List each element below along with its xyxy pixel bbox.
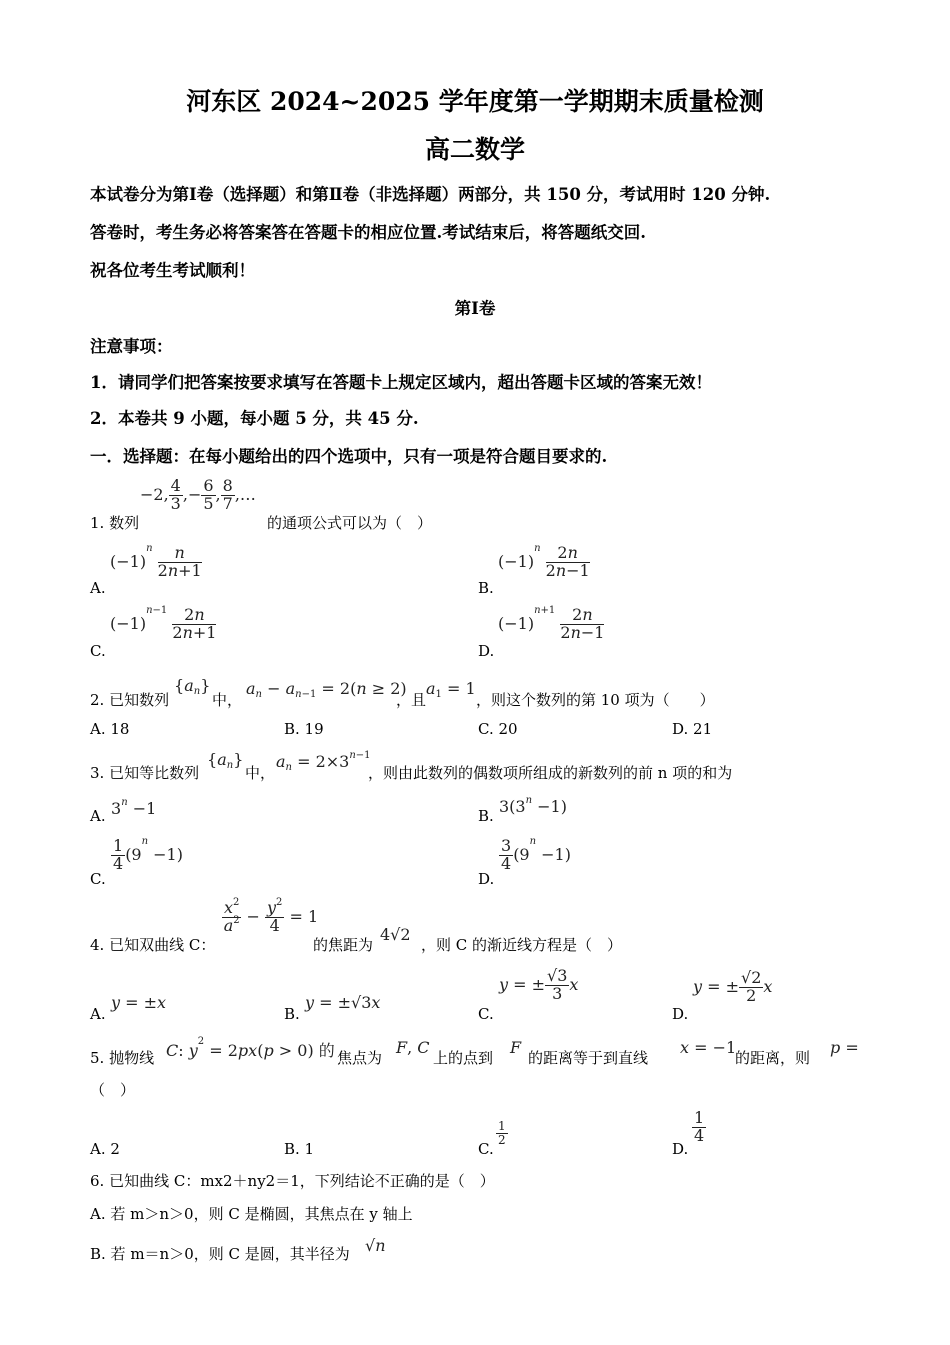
q3-option-c-label: C. <box>90 870 106 888</box>
q6-option-a: A. 若 m＞n＞0，则 C 是椭圆，其焦点在 y 轴上 <box>90 1205 413 1223</box>
volume-label: 第Ⅰ卷 <box>454 299 496 318</box>
q4-option-d-formula: y = ± $\frac{√2}{2}$ x <box>693 968 773 1005</box>
q4-option-d-label: D. <box>672 1005 689 1023</box>
q4-suffix: ，则 C 的渐近线方程是（ ） <box>421 936 623 954</box>
subject-title: 高二数学 <box>424 135 525 164</box>
q4-hyperbola-equation: $\frac{x^2}{a^2}$ − $\frac{y^2}{4}$ = 1 <box>223 897 319 935</box>
q6-option-b: B. 若 m＝n＞0，则 C 是圆，其半径为 <box>90 1245 350 1263</box>
q3-suffix: ，则由此数列的偶数项所组成的新数列的前 n 项的和为 <box>368 764 733 782</box>
q6-option-b-radius: √n <box>365 1236 386 1255</box>
q4-option-c-formula: y = ± $\frac{√3}{3}$ x <box>499 966 579 1003</box>
q1-option-c-label: C. <box>90 642 106 660</box>
intro-line-1: 本试卷分为第Ⅰ卷（选择题）和第Ⅱ卷（非选择题）两部分，共 150 分，考试用时 120 分钟. <box>90 185 771 204</box>
q5-p-equals: p = <box>830 1038 859 1057</box>
q4-focal-distance: 4√2 <box>380 925 411 944</box>
notice-1: 1．请同学们把答案按要求填写在答题卡上规定区域内，超出答题卡区域的答案无效！ <box>90 373 712 392</box>
q2-sequence-symbol: {an} <box>174 676 211 697</box>
q5-option-b: B. 1 <box>284 1140 315 1158</box>
q3-option-b-formula: $3(3^n -1)$ <box>499 795 567 816</box>
q4-option-b-formula: y = ±√3x <box>305 993 381 1012</box>
q5-line: x = −1 <box>680 1038 737 1057</box>
q1-sequence: −2, $\frac{4}{3}$ ,− $\frac{6}{5}$ , $\frac{8}{7}$ ,… <box>140 476 256 513</box>
notice-2: 2．本卷共 9 小题，每小题 5 分，共 45 分. <box>90 409 419 428</box>
q2-mid-2: ，且 <box>396 691 427 709</box>
q5-mid-4: 的距离，则 <box>735 1049 811 1067</box>
q2-mid-1: 中， <box>212 691 243 709</box>
q1-suffix: 的通项公式可以为（ ） <box>267 514 433 532</box>
q3-option-d-label: D. <box>478 870 495 888</box>
intro-line-3: 祝各位考生考试顺利！ <box>90 261 255 280</box>
q5-option-a: A. 2 <box>90 1140 120 1158</box>
q3-mid: 中， <box>245 764 276 782</box>
q5-focus: F <box>510 1038 522 1057</box>
q1-option-b-formula: $(-1)^n$ $\frac{2n}{2n-1}$ <box>498 543 590 580</box>
q5-mid-2: 上的点到 <box>433 1049 494 1067</box>
q1-option-c-formula: $(-1)^{n-1}$ $\frac{2n}{2n+1}$ <box>110 605 217 642</box>
q2-option-b: B. 19 <box>284 720 324 738</box>
q2-initial: a1 = 1 <box>426 679 476 700</box>
q1-option-a-formula: $(-1)^n$ $\frac{n}{2n+1}$ <box>110 543 202 580</box>
q6-stem: 6. 已知曲线 C：mx2＋ny2＝1，下列结论不正确的是（ ） <box>90 1172 495 1190</box>
q5-option-c-formula: $\frac{1}{2}$ <box>498 1119 506 1147</box>
q1-option-a-label: A. <box>90 579 106 597</box>
q1-option-d-formula: $(-1)^{n+1}$ $\frac{2n}{2n-1}$ <box>498 605 605 642</box>
q4-option-a-label: A. <box>90 1005 106 1023</box>
q4-mid: 的焦距为 <box>313 936 374 954</box>
q1-option-b-label: B. <box>478 579 494 597</box>
q5-mid-1: 焦点为 <box>337 1049 383 1067</box>
q2-option-d: D. 21 <box>672 720 713 738</box>
exam-title: 河东区 2024~2025 学年度第一学期期末质量检测 <box>186 87 764 116</box>
q5-prefix: 5. 抛物线 <box>90 1049 155 1067</box>
q5-option-d-label: D. <box>672 1140 689 1158</box>
q5-mid-3: 的距离等于到直线 <box>528 1049 649 1067</box>
q5-blank: （ ） <box>90 1081 136 1099</box>
q3-option-d-formula: $\frac{3}{4}$ $(9^n -1)$ <box>501 836 571 873</box>
q5-option-d-formula: $\frac{1}{4}$ <box>694 1108 705 1145</box>
q2-option-a: A. 18 <box>90 720 130 738</box>
q1-option-d-label: D. <box>478 642 495 660</box>
q2-option-c: C. 20 <box>478 720 518 738</box>
q4-option-b-label: B. <box>284 1005 300 1023</box>
notice-title: 注意事项： <box>90 337 173 356</box>
q2-suffix: ，则这个数列的第 10 项为（ ） <box>476 691 715 709</box>
q3-option-a-label: A. <box>90 807 106 825</box>
q1-prefix: 1. 数列 <box>90 514 140 532</box>
q2-recurrence: an − an−1 = 2(n ≥ 2) <box>246 679 407 700</box>
q3-option-b-label: B. <box>478 807 494 825</box>
q4-prefix: 4. 已知双曲线 C： <box>90 936 216 954</box>
q2-prefix: 2. 已知数列 <box>90 691 170 709</box>
part-title: 一．选择题：在每小题给出的四个选项中，只有一项是符合题目要求的. <box>90 447 608 466</box>
q4-option-a-formula: y = ±x <box>111 993 167 1012</box>
q5-focus-curve: F, C <box>396 1038 430 1057</box>
q5-option-c-label: C. <box>478 1140 494 1158</box>
q3-prefix: 3. 已知等比数列 <box>90 764 200 782</box>
intro-line-2: 答卷时，考生务必将答案答在答题卡的相应位置.考试结束后，将答题纸交回. <box>90 223 646 242</box>
q5-parabola-equation: C: $y^2 = 2px(p > 0)$ 的 <box>166 1036 335 1060</box>
q3-option-a-formula: $3^n -1$ <box>111 797 157 818</box>
q3-general-term: an = $2\times 3^{n-1}$ <box>276 750 371 773</box>
q4-option-c-label: C. <box>478 1005 494 1023</box>
q3-sequence-symbol: {an} <box>207 750 244 771</box>
q3-option-c-formula: $\frac{1}{4}$ $(9^n -1)$ <box>113 836 183 873</box>
